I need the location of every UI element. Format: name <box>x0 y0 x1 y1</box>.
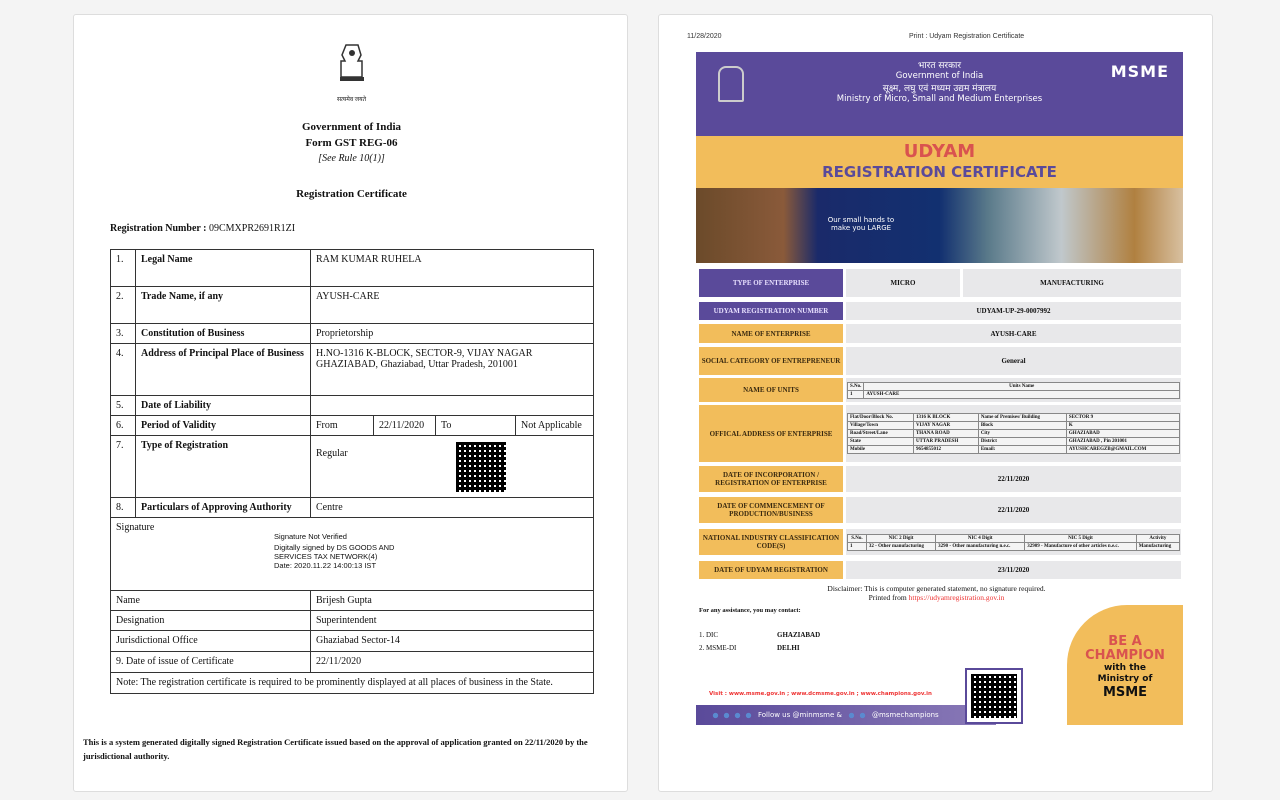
row-num: 4. <box>111 344 136 396</box>
gst-details-table <box>110 249 594 694</box>
gov-heading: Government of India <box>302 121 401 133</box>
row-value: Brijesh Gupta <box>311 591 594 611</box>
row-label: Period of Validity <box>136 416 311 436</box>
cell: Activity <box>1136 534 1179 542</box>
cell: 32909 - Manufacture of other articles n.e.c. <box>1025 542 1136 550</box>
hindi-gov: भारत सरकार <box>917 61 962 71</box>
cell: Manufacturing <box>1136 542 1179 550</box>
table-row <box>111 498 594 518</box>
title-band <box>696 136 1183 188</box>
row-label: 9. Date of issue of Certificate <box>111 652 311 673</box>
registration-number <box>110 223 295 234</box>
printed-from: Printed from <box>868 593 907 602</box>
champ-line: MSME <box>1102 685 1148 700</box>
units-table <box>847 382 1180 399</box>
table-row <box>111 416 594 436</box>
label: DATE OF INCORPORATION / REGISTRATION OF ENTERPRISE <box>699 466 843 492</box>
nic-table <box>847 534 1180 551</box>
row-num: 8. <box>111 498 136 518</box>
table-row <box>848 430 1180 438</box>
row-value: 22/11/2020 <box>311 652 594 673</box>
address-table <box>847 413 1180 454</box>
row-label: Constitution of Business <box>136 324 311 344</box>
value: 22/11/2020 <box>846 466 1181 492</box>
social-icons[interactable] <box>710 711 754 720</box>
table-row <box>111 436 594 498</box>
label: NAME OF UNITS <box>699 378 843 402</box>
row-label: Jurisdictional Office <box>111 631 311 652</box>
row-label: Trade Name, if any <box>136 287 311 324</box>
cell: 1 <box>848 390 864 398</box>
social-icons[interactable] <box>846 711 868 720</box>
cell: Email: <box>978 446 1066 454</box>
reg-value: 09CMXPR2691R1ZI <box>208 223 296 234</box>
table-row <box>111 287 594 324</box>
cell: NIC 2 Digit <box>866 534 935 542</box>
hindi-ministry: सूक्ष्म, लघु एवं मध्यम उद्यम मंत्रालय <box>882 84 997 94</box>
tagline: Our small hands to make you LARGE <box>827 216 895 232</box>
print-date: 11/28/2020 <box>687 33 722 40</box>
row-value: Regular <box>316 448 348 459</box>
row-num: 3. <box>111 324 136 344</box>
value: MANUFACTURING <box>963 269 1181 297</box>
qr-code <box>456 442 506 492</box>
label: DATE OF UDYAM REGISTRATION <box>699 561 843 579</box>
row-label: Designation <box>111 611 311 631</box>
champ-line: with the <box>1103 663 1147 673</box>
cell: NIC 5 Digit <box>1025 534 1136 542</box>
visit-links[interactable]: Visit : www.msme.gov.in ; www.dcmsme.gov.in ; www.champions.gov.in <box>709 691 932 697</box>
national-emblem-icon <box>332 41 372 93</box>
row-value: Superintendent <box>311 611 594 631</box>
cell: THANA ROAD <box>913 430 978 438</box>
disclaimer <box>659 584 1214 602</box>
reg-label: Registration Number : <box>110 223 207 234</box>
cell: AYUSHCAREGZB@GMAIL.COM <box>1066 446 1179 454</box>
cell: UTTAR PRADESH <box>913 438 978 446</box>
cell: 32 - Other manufacturing <box>866 542 935 550</box>
row-incorporation <box>699 466 1181 492</box>
cell: 1316 K BLOCK <box>913 414 978 422</box>
cell: State <box>848 438 914 446</box>
cell: Flat/Door/Block No. <box>848 414 914 422</box>
cell: 1 <box>848 542 867 550</box>
note: Note: The registration certificate is required to be prominently displayed at all places of business in the State. <box>111 673 594 694</box>
table-row <box>111 631 594 652</box>
value: 23/11/2020 <box>846 561 1181 579</box>
champ-line: CHAMPION <box>1085 648 1165 663</box>
cell: NIC 4 Digit <box>936 534 1025 542</box>
ministry-text: Ministry of Micro, Small and Medium Enterprises <box>836 94 1043 104</box>
row-num: 7. <box>111 436 136 498</box>
label: NAME OF ENTERPRISE <box>699 324 843 343</box>
label: SOCIAL CATEGORY OF ENTREPRENEUR <box>699 347 843 375</box>
label: OFFICAL ADDRESS OF ENTERPRISE <box>699 405 843 462</box>
row-value: Centre <box>311 498 594 518</box>
label: TYPE OF ENTERPRISE <box>699 269 843 297</box>
row-units <box>699 378 1181 402</box>
cell: Mobile <box>848 446 914 454</box>
row-nic <box>699 529 1181 555</box>
label: DATE OF COMMENCEMENT OF PRODUCTION/BUSINESS <box>699 497 843 523</box>
contact-key: 1. DIC <box>699 631 719 639</box>
row-value: Proprietorship <box>311 324 594 344</box>
value: MICRO <box>846 269 960 297</box>
champ-line: BE A <box>1108 634 1142 649</box>
cell: Block <box>978 422 1066 430</box>
table-row <box>848 422 1180 430</box>
row-name <box>699 324 1181 343</box>
row-address <box>699 405 1181 462</box>
value: 22/11/2020 <box>846 497 1181 523</box>
row-urn <box>699 302 1181 320</box>
assist-text: For any assistance, you may contact: <box>699 607 801 614</box>
row-label: Date of Liability <box>136 396 311 416</box>
label: UDYAM REGISTRATION NUMBER <box>699 302 843 320</box>
row-value-cell <box>311 436 594 498</box>
msme-logo: MSME <box>1110 62 1169 81</box>
row-label: Particulars of Approving Authority <box>136 498 311 518</box>
signature-label: Signature <box>116 522 155 533</box>
row-commencement <box>699 497 1181 523</box>
digital-signature <box>274 532 394 570</box>
cell: Road/Street/Lane <box>848 430 914 438</box>
rule-text: [See Rule 10(1)] <box>318 153 385 164</box>
row-value: H.NO-1316 K-BLOCK, SECTOR-9, VIJAY NAGAR GHAZIABAD, Ghaziabad, Uttar Pradesh, 201001 <box>311 344 594 396</box>
sig-line: Digitally signed by DS GOODS AND <box>274 543 395 552</box>
row-num: 5. <box>111 396 136 416</box>
table-row <box>111 250 594 287</box>
ministry-banner <box>696 52 1183 136</box>
cell: Village/Town <box>848 422 914 430</box>
certificate-title: Registration Certificate <box>296 188 407 200</box>
disclaimer-text: Disclaimer: This is computer generated statement, no signature required. <box>827 584 1046 593</box>
footer-note: This is a system generated digitally signed Registration Certificate issued based on the approval of application granted on 22/11/2020 by the jurisdictional authority. <box>83 737 588 761</box>
value: UDYAM-UP-29-0007992 <box>846 302 1181 320</box>
row-num: 6. <box>111 416 136 436</box>
contact-key: 2. MSME-DI <box>699 644 737 652</box>
row-value: RAM KUMAR RUHELA <box>311 250 594 287</box>
row-value: Ghaziabad Sector-14 <box>311 631 594 652</box>
follow-text: @msmechampions <box>871 711 939 719</box>
cell: GHAZIABAD <box>1066 430 1179 438</box>
from-label: From <box>311 416 374 436</box>
to-date: Not Applicable <box>516 416 594 436</box>
udyam-certificate-page <box>658 14 1213 792</box>
row-num: 2. <box>111 287 136 324</box>
table-row <box>111 396 594 416</box>
gst-certificate-page <box>73 14 628 792</box>
cell: K <box>1066 422 1179 430</box>
row-type <box>699 269 1181 297</box>
cell: City <box>978 430 1066 438</box>
form-heading: Form GST REG-06 <box>305 137 398 149</box>
row-num: 1. <box>111 250 136 287</box>
national-emblem-icon <box>718 66 744 102</box>
table-row <box>848 446 1180 454</box>
sig-line: SERVICES TAX NETWORK(4) <box>274 552 378 561</box>
row-label: Legal Name <box>136 250 311 287</box>
print-title: Print : Udyam Registration Certificate <box>909 33 1025 40</box>
title-reg-cert: REGISTRATION CERTIFICATE <box>822 163 1057 181</box>
table-row <box>848 542 1180 550</box>
cell: S.No. <box>848 382 864 390</box>
banner-photo <box>696 188 1183 263</box>
to-label: To <box>436 416 516 436</box>
row-value <box>311 396 594 416</box>
table-row <box>848 414 1180 422</box>
sig-line: Date: 2020.11.22 14:00:13 IST <box>274 561 377 570</box>
from-date: 22/11/2020 <box>374 416 436 436</box>
cell: 9654855012 <box>913 446 978 454</box>
emblem-caption: सत्यमेव जयते <box>336 97 367 103</box>
cell: GHAZIABAD , Pin 201001 <box>1066 438 1179 446</box>
signature-row <box>111 518 594 591</box>
label: NATIONAL INDUSTRY CLASSIFICATION CODE(S) <box>699 529 843 555</box>
cell: Units Name <box>864 382 1180 390</box>
cell: AYUSH-CARE <box>864 390 1180 398</box>
row-label: Name <box>111 591 311 611</box>
cell: District <box>978 438 1066 446</box>
value: General <box>846 347 1181 375</box>
sig-line: Signature Not Verified <box>274 532 347 541</box>
row-udyam-date <box>699 561 1181 579</box>
row-value: AYUSH-CARE <box>311 287 594 324</box>
cell: VIJAY NAGAR <box>913 422 978 430</box>
contacts <box>699 629 820 655</box>
table-row <box>111 344 594 396</box>
table-row <box>111 324 594 344</box>
champ-line: Ministry of <box>1097 674 1153 684</box>
gov-text: Government of India <box>895 71 984 81</box>
contact-value: GHAZIABAD <box>777 631 821 639</box>
champion-badge <box>1067 605 1183 725</box>
cell: Name of Premises/ Building <box>978 414 1066 422</box>
cell: 3290 - Other manufacturing n.e.c. <box>936 542 1025 550</box>
table-row <box>848 534 1180 542</box>
cell: SECTOR 9 <box>1066 414 1179 422</box>
value: AYUSH-CARE <box>846 324 1181 343</box>
row-social <box>699 347 1181 375</box>
udyam-link[interactable]: https://udyamregistration.gov.in <box>908 593 1005 602</box>
qr-code <box>965 668 1023 724</box>
row-label: Address of Principal Place of Business <box>136 344 311 396</box>
table-row <box>111 652 594 673</box>
follow-bar <box>696 705 996 725</box>
cell: S.No. <box>848 534 867 542</box>
note-row <box>111 673 594 694</box>
table-row <box>848 438 1180 446</box>
table-row <box>111 591 594 611</box>
title-udyam: UDYAM <box>903 141 976 162</box>
follow-text: Follow us @minmsme & <box>758 711 842 719</box>
table-row <box>111 611 594 631</box>
row-label: Type of Registration <box>136 436 311 498</box>
contact-value: DELHI <box>777 644 800 652</box>
